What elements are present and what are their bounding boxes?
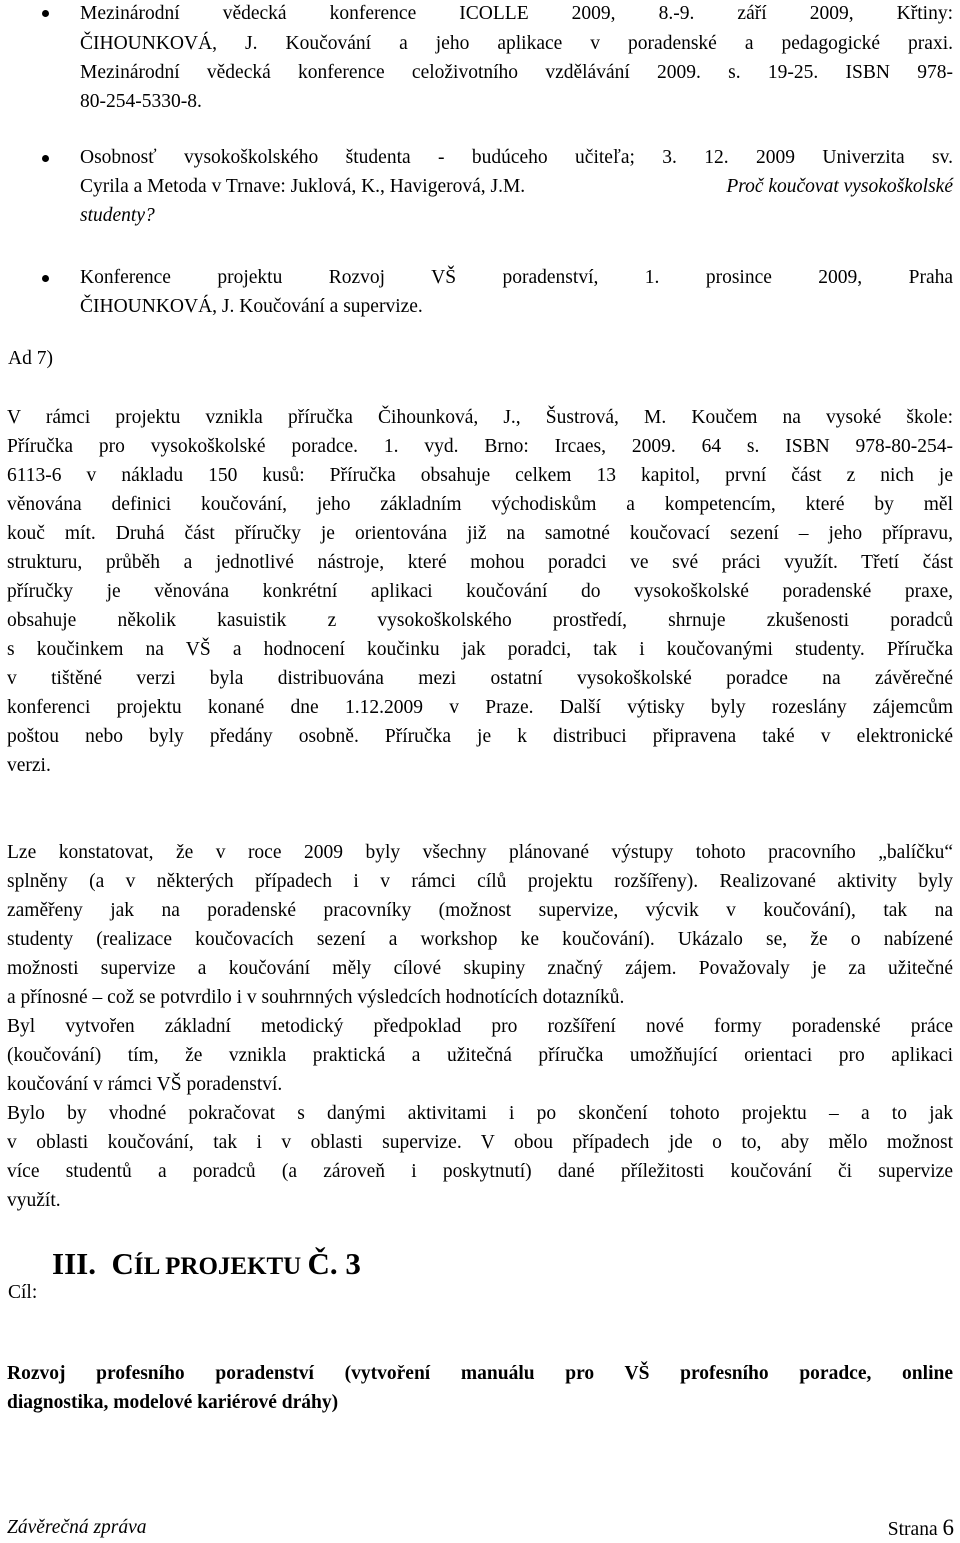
goal-line: diagnostika, modelové kariérové dráhy) <box>7 1392 339 1413</box>
bullet-1-line-2: ČIHOUNKOVÁ, J. Koučování a jeho aplikace v poradenské a pedagogické praxi. <box>80 33 953 54</box>
section-heading <box>52 1246 361 1285</box>
para1-line: 6113-6 v nákladu 150 kusů: Příručka obsahuje celkem 13 kapitol, první část z nich je <box>7 465 953 486</box>
bullet-2-line-2 <box>80 174 953 200</box>
bullet-dot <box>42 275 49 282</box>
heading-rest-1: ÍL PROJEKTU <box>133 1253 308 1280</box>
goal-label: Cíl: <box>8 1282 38 1303</box>
para2-line: koučování v rámci VŠ poradenství. <box>7 1074 283 1095</box>
para2-line: využít. <box>7 1190 61 1211</box>
section-label-ad7: Ad 7) <box>8 348 53 369</box>
para1-line: verzi. <box>7 755 51 776</box>
bullet-1-line-3: Mezinárodní vědecká konference celoživotního vzdělávání 2009. s. 19-25. ISBN 978- <box>80 62 953 83</box>
footer-page <box>888 1515 954 1543</box>
para2-line: v oblasti koučování, tak i v oblasti supervize. V obou případech jde o to, aby mělo možnost <box>7 1132 953 1153</box>
bullet-2-line-1: Osobnosť vysokoškolského študenta - budúceho učiteľa; 3. 12. 2009 Univerzita sv. <box>80 147 953 168</box>
heading-c2: Č <box>307 1246 330 1281</box>
heading-c: C <box>111 1246 134 1281</box>
para1-line: poštou nebo byly předány osobně. Příručka je k distribuci připravena také v elektronické <box>7 726 953 747</box>
para2-line: zaměřeny jak na poradenské pracovníky (možnost supervize, výcvik v koučování), tak na <box>7 900 953 921</box>
bullet-dot <box>42 10 49 17</box>
para1-line: věnována definici koučování, jeho základním východiskům a kompetencím, které by měl <box>7 494 953 515</box>
para1-line: kouč mít. Druhá část příručky je orientována již na samotné koučovací sezení – jeho přípravu, <box>7 523 953 544</box>
para2-line: splněny (a v některých případech i v rámci cílů projektu rozšířeny). Realizované aktivity byly <box>7 871 953 892</box>
bullet-2-line-3: studenty? <box>80 205 155 226</box>
footer-page-label: Strana <box>887 1519 938 1540</box>
heading-rest-2: . 3 <box>329 1246 361 1281</box>
para1-line: konferenci projektu konané dne 1.12.2009 v Praze. Další výtisky byly rozeslány zájemcům <box>7 697 953 718</box>
para1-line: Příručka pro vysokoškolské poradce. 1. vyd. Brno: Ircaes, 2009. 64 s. ISBN 978-80-254- <box>7 436 953 457</box>
heading-numeral: III. <box>52 1246 96 1281</box>
footer-title: Závěrečná zpráva <box>7 1517 147 1538</box>
para2-line: Lze konstatovat, že v roce 2009 byly všechny plánované výstupy tohoto pracovního „balíčku“ <box>7 842 953 863</box>
bullet-3-line-2: ČIHOUNKOVÁ, J. Koučování a supervize. <box>80 296 423 317</box>
para2-line: a přínosné – což se potvrdilo i v souhrnných výsledcích hodnotících dotazníků. <box>7 987 625 1008</box>
para2-line: možnosti supervize a koučování měly cílové skupiny značný zájem. Považovaly je za užitečné <box>7 958 953 979</box>
para1-line: V rámci projektu vznikla příručka Čihounková, J., Šustrová, M. Koučem na vysoké škole: <box>7 407 953 428</box>
para1-line: v tištěné verzi byla distribuována mezi ostatní vysokoškolské poradce na závěrečné <box>7 668 953 689</box>
para1-line: obsahuje několik kasuistik z vysokoškolského prostředí, shrnuje zkušenosti poradců <box>7 610 953 631</box>
para1-line: s koučinkem na VŠ a hodnocení koučinku jak poradci, tak i koučovanými studenty. Příručka <box>7 639 953 660</box>
bullet-2-line-2-text: Cyrila a Metoda v Trnave: Juklová, K., Havigerová, J.M. <box>80 176 526 197</box>
para2-line: Bylo by vhodné pokračovat s danými aktivitami i po skončení tohoto projektu – a to jak <box>7 1103 953 1124</box>
bullet-1-line-1: Mezinárodní vědecká konference ICOLLE 2009, 8.-9. září 2009, Křtiny: <box>80 3 953 24</box>
goal-line: Rozvoj profesního poradenství (vytvoření manuálu pro VŠ profesního poradce, online <box>7 1363 953 1384</box>
para2-line: (koučování) tím, že vznikla praktická a užitečná příručka umožňující orientaci pro aplikaci <box>7 1045 953 1066</box>
para1-line: strukturu, průběh a jednotlivé nástroje, které mohou poradci ve své práci využít. Třetí část <box>7 552 953 573</box>
bullet-dot <box>42 155 49 162</box>
para2-line: Byl vytvořen základní metodický předpoklad pro rozšíření nové formy poradenské práce <box>7 1016 953 1037</box>
para2-line: více studentů a poradců (a zároveň i poskytnutí) dané příležitosti koučování či supervize <box>7 1161 953 1182</box>
bullet-3-line-1: Konference projektu Rozvoj VŠ poradenství, 1. prosince 2009, Praha <box>80 267 953 288</box>
footer-page-number: 6 <box>942 1515 954 1540</box>
para2-line: studenty (realizace koučovacích sezení a workshop ke koučování). Ukázalo se, že o nabízené <box>7 929 953 950</box>
bullet-1-line-4: 80-254-5330-8. <box>80 91 202 112</box>
bullet-2-italic-title: Proč koučovat vysokoškolské <box>726 176 953 197</box>
para1-line: příručky je věnována konkrétní aplikaci koučování do vysokoškolské poradenské praxe, <box>7 581 953 602</box>
